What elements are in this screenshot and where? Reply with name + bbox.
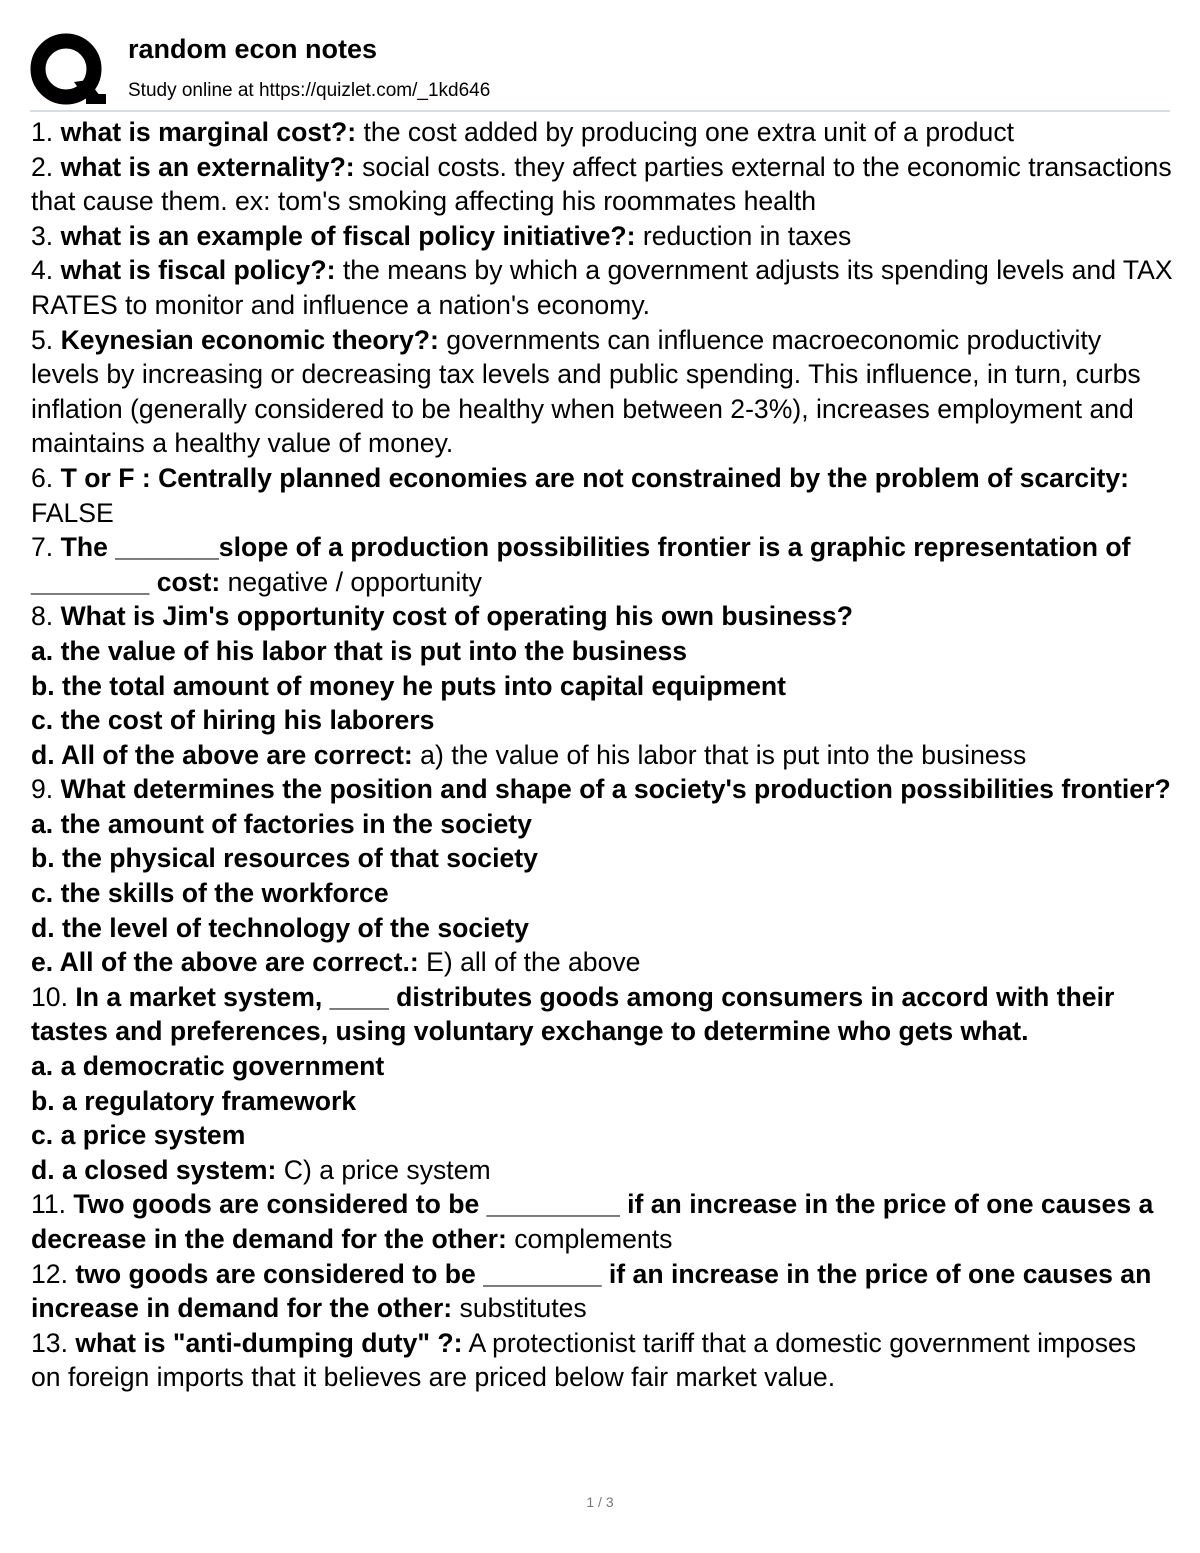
deck-title: random econ notes [128,34,378,64]
card-term: what is "anti-dumping duty" ?: [75,1327,463,1358]
card-definition: A protectionist tariff that a domestic government imposes on foreign imports that it believes are priced below fair market value. [31,1327,1137,1393]
answer-option: d. a closed system: [31,1154,277,1185]
card-term: what is marginal cost?: [60,117,357,147]
document-header [30,28,1170,112]
header-divider [30,110,1170,112]
answer-option: e. All of the above are correct.: [31,947,419,978]
card-term: What is Jim's opportunity cost of operating his own business? [60,601,853,632]
card-number: 4. [31,255,54,286]
answer-option: d. All of the above are correct: [31,739,413,770]
answer-option: d. the level of technology of the society [31,912,529,943]
card-number: 8. [31,601,54,632]
card-number: 2. [31,151,54,182]
card-term: Keynesian economic theory?: [60,324,439,355]
card-term: what is fiscal policy?: [60,255,336,286]
card-8 [31,599,1173,772]
card-definition: governments can influence macroeconomic productivity levels by increasing or decreasing tax levels and public spending. This influence, in turn, curbs inflation (generally considered to be healthy when between 2-3%), increases employment and maintains a healthy value of money. [31,324,1141,459]
card-6 [31,461,1173,530]
card-definition: substitutes [459,1293,587,1324]
card-number: 10. [31,981,68,1012]
card-12 [31,1257,1173,1326]
card-term: In a market system, ____ distributes goods among consumers in accord with their tastes and preferences, using voluntary exchange to determine who gets what. [31,981,1115,1047]
answer-option: b. a regulatory framework [31,1085,357,1116]
card-3 [31,219,1173,254]
quizlet-q-logo-icon [30,32,106,108]
card-definition: the cost added by producing one extra unit of a product [363,117,1015,147]
card-definition: social costs. they affect parties external to the economic transactions that cause them. ex: tom's smoking affecting his roommates health [31,151,1172,217]
card-number: 9. [31,774,54,805]
answer-option: b. the total amount of money he puts into capital equipment [31,670,786,701]
card-definition: the means by which a government adjusts its spending levels and TAX RATES to monitor and influence a nation's economy. [31,255,1173,320]
card-definition: FALSE [31,497,114,528]
answer-option: a. the amount of factories in the society [31,808,532,839]
card-number: 12. [31,1258,68,1289]
study-online-link[interactable]: Study online at https://quizlet.com/_1kd646 [128,80,491,101]
card-10 [31,980,1173,1188]
card-7 [31,530,1173,599]
card-2 [31,150,1173,219]
card-number: 13. [31,1327,68,1358]
card-term: T or F : Centrally planned economies are not constrained by the problem of scarcity: [60,462,1129,493]
card-term: what is an example of fiscal policy initiative?: [60,220,636,251]
card-term: Two goods are considered to be _________ if an increase in the price of one causes a decrease in the demand for the other: [31,1189,1154,1254]
answer-option: c. the skills of the workforce [31,878,389,909]
card-definition: complements [514,1224,673,1254]
card-13 [31,1326,1173,1395]
card-number: 5. [31,324,54,355]
card-definition: E) all of the above [426,947,641,978]
page-number: 1 / 3 [586,1494,614,1510]
card-term: What determines the position and shape of a society's production possibilities frontier? [60,774,1171,805]
card-number: 7. [31,532,54,563]
card-number: 11. [31,1189,66,1220]
answer-option: c. the cost of hiring his laborers [31,705,435,736]
card-5 [31,323,1173,461]
card-9 [31,772,1173,980]
flashcard-list [31,115,1173,1395]
answer-option: a. the value of his labor that is put into the business [31,635,688,666]
card-definition: negative / opportunity [227,566,482,597]
card-number: 3. [31,220,54,251]
card-number: 1. [31,117,54,147]
card-definition: reduction in taxes [642,220,852,251]
card-definition: C) a price system [283,1154,491,1185]
card-11 [31,1187,1173,1256]
card-definition: a) the value of his labor that is put into the business [420,739,1027,770]
card-4 [31,253,1173,322]
answer-option: c. a price system [31,1120,246,1151]
answer-option: b. the physical resources of that society [31,843,538,874]
card-term: what is an externality?: [60,151,355,182]
card-number: 6. [31,462,54,493]
card-term: The _______slope of a production possibilities frontier is a graphic representation of ________ cost: [31,532,1131,597]
answer-option: a. a democratic government [31,1051,385,1082]
card-1 [31,115,1173,150]
card-term: two goods are considered to be ________ if an increase in the price of one causes an increase in demand for the other: [31,1258,1152,1324]
